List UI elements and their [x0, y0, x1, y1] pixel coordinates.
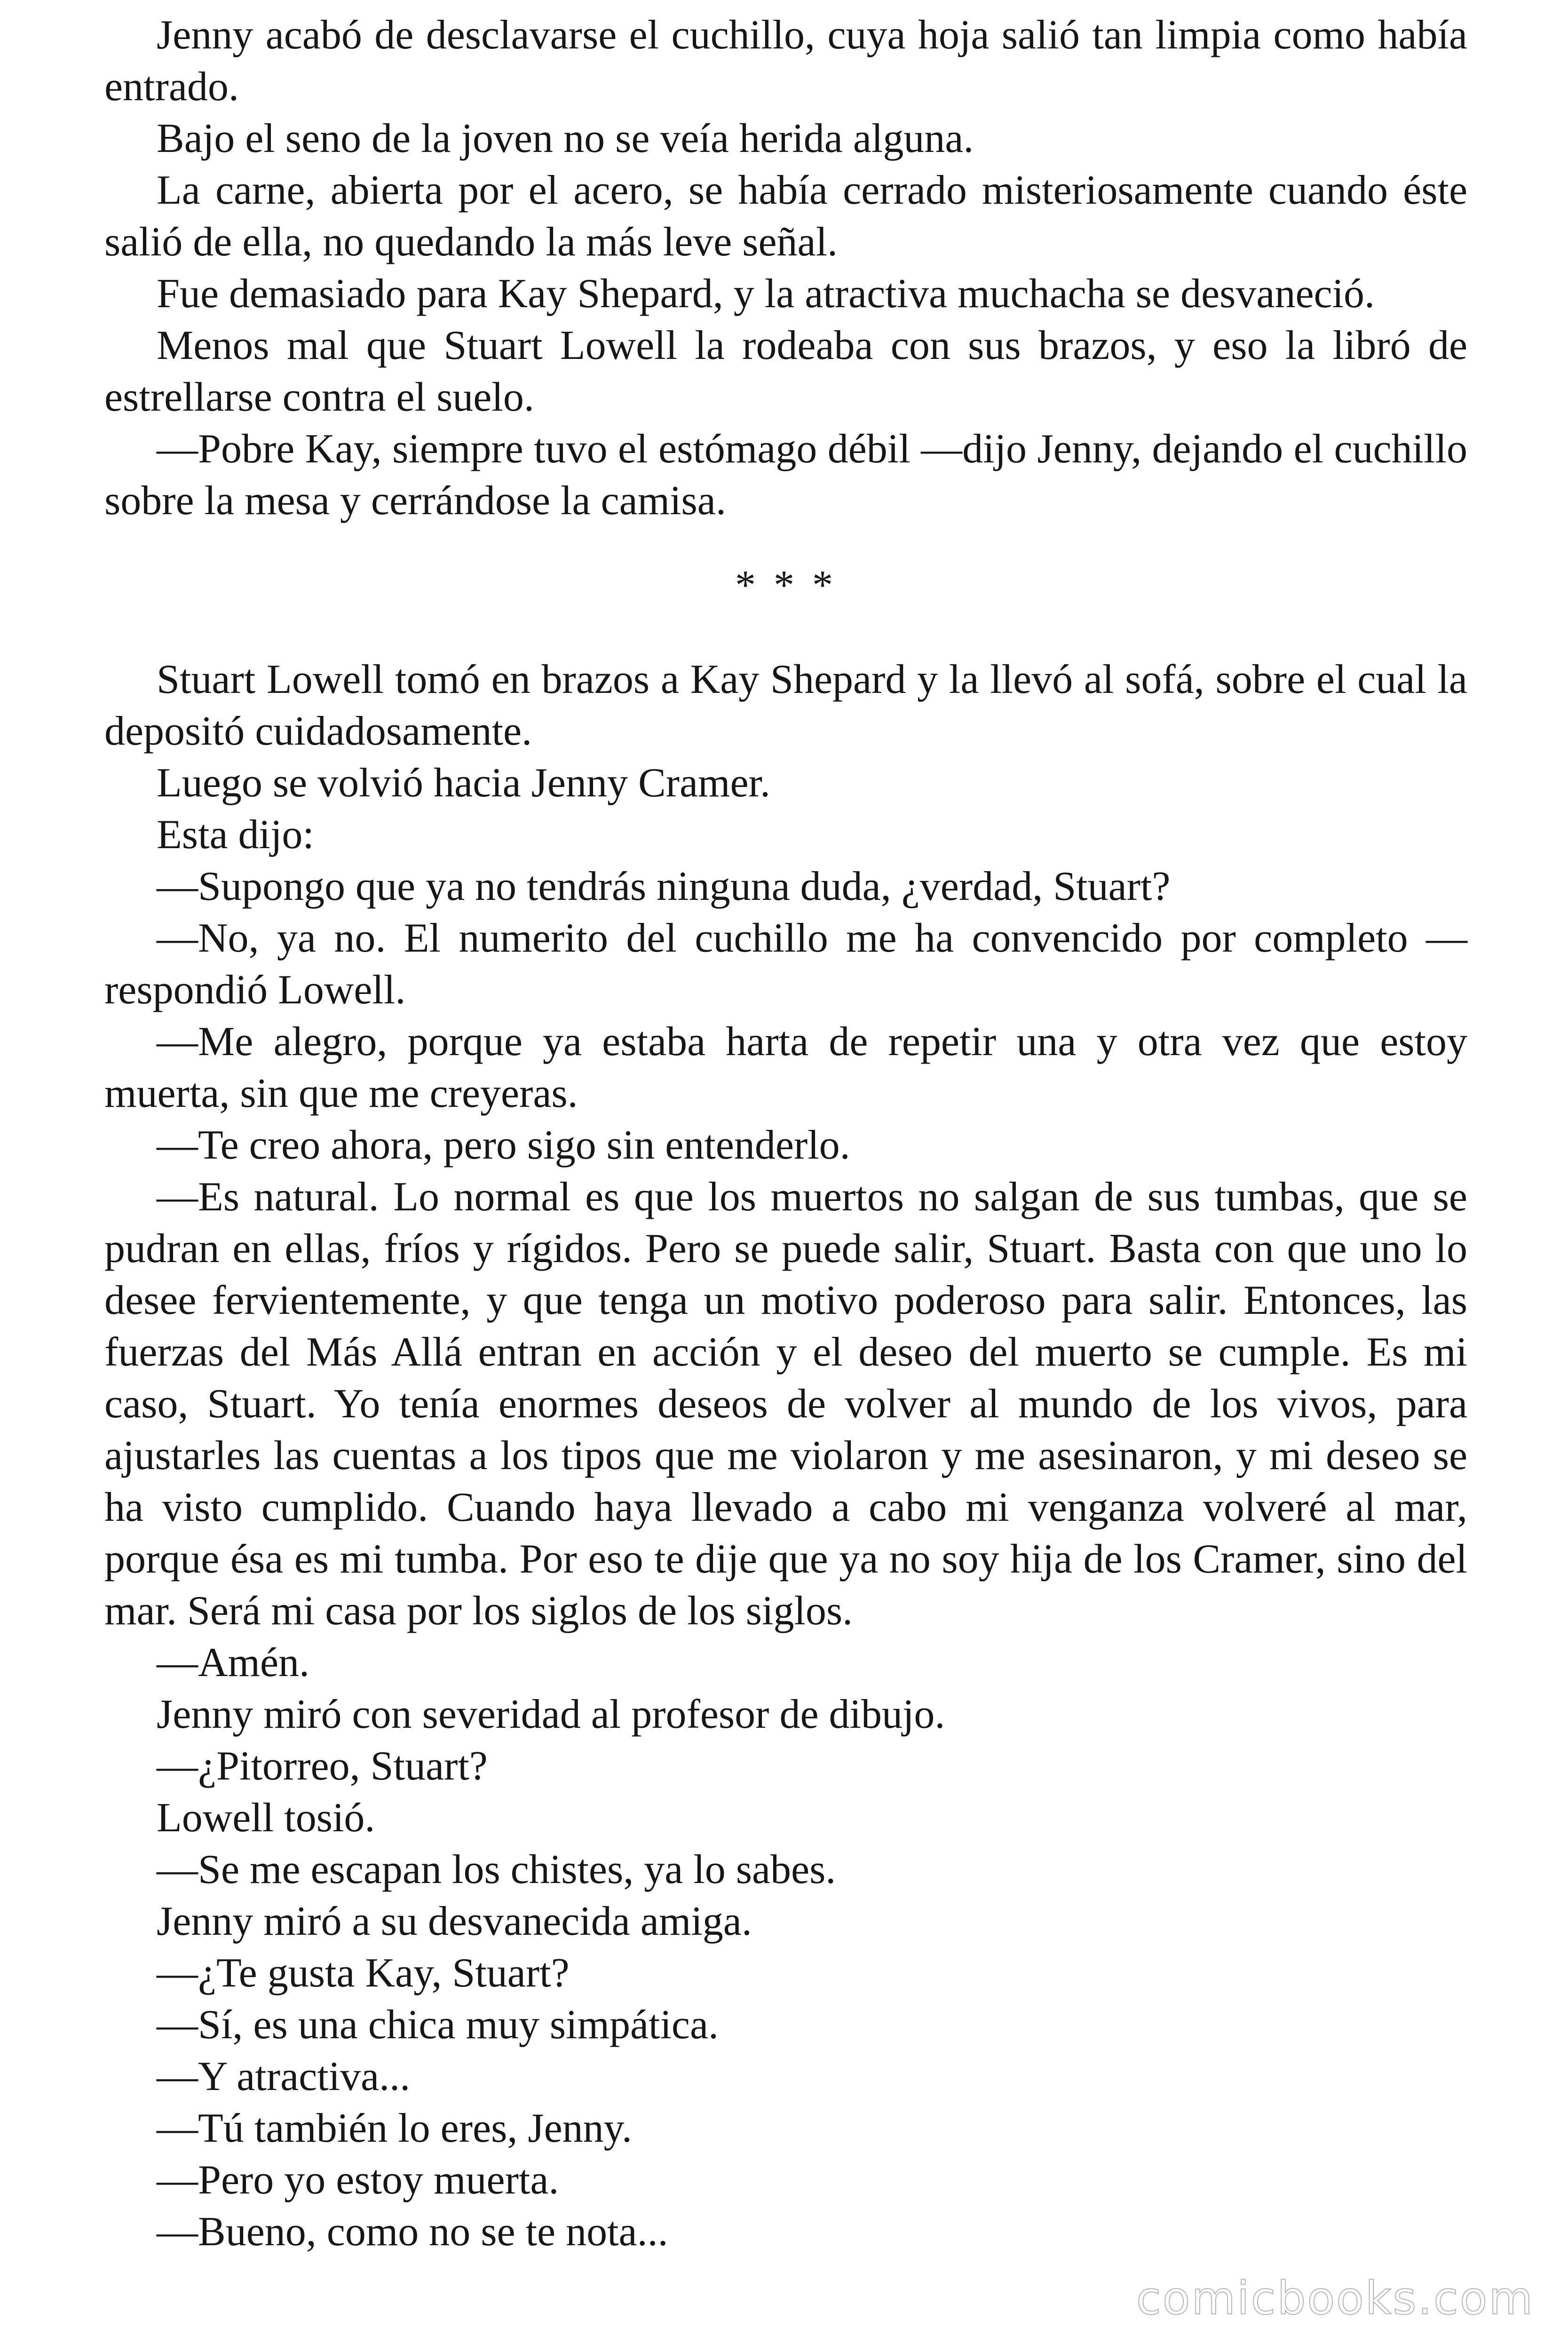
paragraph: —Pobre Kay, siempre tuvo el estómago débil —dijo Jenny, dejando el cuchillo sobre la mesa y cerrándose la camisa. — [104, 426, 1467, 524]
paragraph: —Bueno, como no se te nota... — [157, 2209, 668, 2255]
paragraph: Menos mal que Stuart Lowell la rodeaba con sus brazos, y eso la libró de estrellarse contra el suelo. — [104, 323, 1467, 420]
paragraph: —¿Te gusta Kay, Stuart? — [157, 1950, 570, 1996]
paragraph: —Supongo que ya no tendrás ninguna duda, ¿verdad, Stuart? — [157, 864, 1171, 909]
paragraph: Bajo el seno de la joven no se veía herida alguna. — [157, 116, 974, 161]
paragraph: —Se me escapan los chistes, ya lo sabes. — [157, 1847, 836, 1892]
text-block-after-break — [104, 654, 1467, 2258]
paragraph: Luego se volvió hacia Jenny Cramer. — [157, 760, 770, 806]
paragraph: —Tú también lo eres, Jenny. — [157, 2106, 632, 2151]
watermark-text: comicbooks.com — [1136, 2272, 1534, 2325]
text-block-before-break — [104, 9, 1467, 527]
page-body — [104, 9, 1467, 2258]
paragraph: —¿Pitorreo, Stuart? — [157, 1743, 488, 1789]
paragraph: —Te creo ahora, pero sigo sin entenderlo. — [157, 1122, 850, 1168]
paragraph: —Y atractiva... — [157, 2054, 411, 2099]
paragraph: —Pero yo estoy muerta. — [157, 2157, 559, 2203]
paragraph: —Amén. — [157, 1640, 310, 1685]
paragraph: Lowell tosió. — [157, 1795, 375, 1841]
paragraph: Esta dijo: — [157, 812, 314, 858]
paragraph: La carne, abierta por el acero, se había cerrado misteriosamente cuando éste salió de ella, no quedando la más leve señal. — [104, 167, 1467, 265]
paragraph: —Me alegro, porque ya estaba harta de repetir una y otra vez que estoy muerta, sin que me creyeras. — [104, 1019, 1467, 1116]
section-break: * * * — [735, 563, 837, 608]
paragraph: —Sí, es una chica muy simpática. — [157, 2002, 719, 2048]
paragraph: Stuart Lowell tomó en brazos a Kay Shepard y la llevó al sofá, sobre el cual la depositó cuidadosamente. — [104, 657, 1467, 754]
paragraph: Fue demasiado para Kay Shepard, y la atractiva muchacha se desvaneció. — [157, 271, 1375, 317]
paragraph: Jenny miró con severidad al profesor de dibujo. — [157, 1692, 945, 1737]
paragraph: Jenny acabó de desclavarse el cuchillo, cuya hoja salió tan limpia como había entrado. — [104, 12, 1467, 110]
paragraph: —Es natural. Lo normal es que los muertos no salgan de sus tumbas, que se pudran en ellas, fríos y rígidos. Pero se puede salir, Stuart. Basta con que uno lo desee fervientemente, y que tenga un motivo poderoso para salir. Entonces, las fuerzas del Más Allá entran en acción y el deseo del muerto se cumple. Es mi caso, Stuart. Yo tenía enormes deseos de volver al mundo de los vivos, para ajustarles las cuentas a los tipos que me violaron y me asesinaron, y mi deseo se ha visto cumplido. Cuando haya llevado a cabo mi venganza volveré al mar, porque ésa es mi tumba. Por eso te dije que ya no soy hija de los Cramer, sino del mar. Será mi casa por los siglos de los siglos. — [104, 1174, 1467, 1634]
paragraph: Jenny miró a su desvanecida amiga. — [157, 1899, 752, 1944]
paragraph: —No, ya no. El numerito del cuchillo me ha convencido por completo — respondió Lowell. — [104, 915, 1467, 1013]
